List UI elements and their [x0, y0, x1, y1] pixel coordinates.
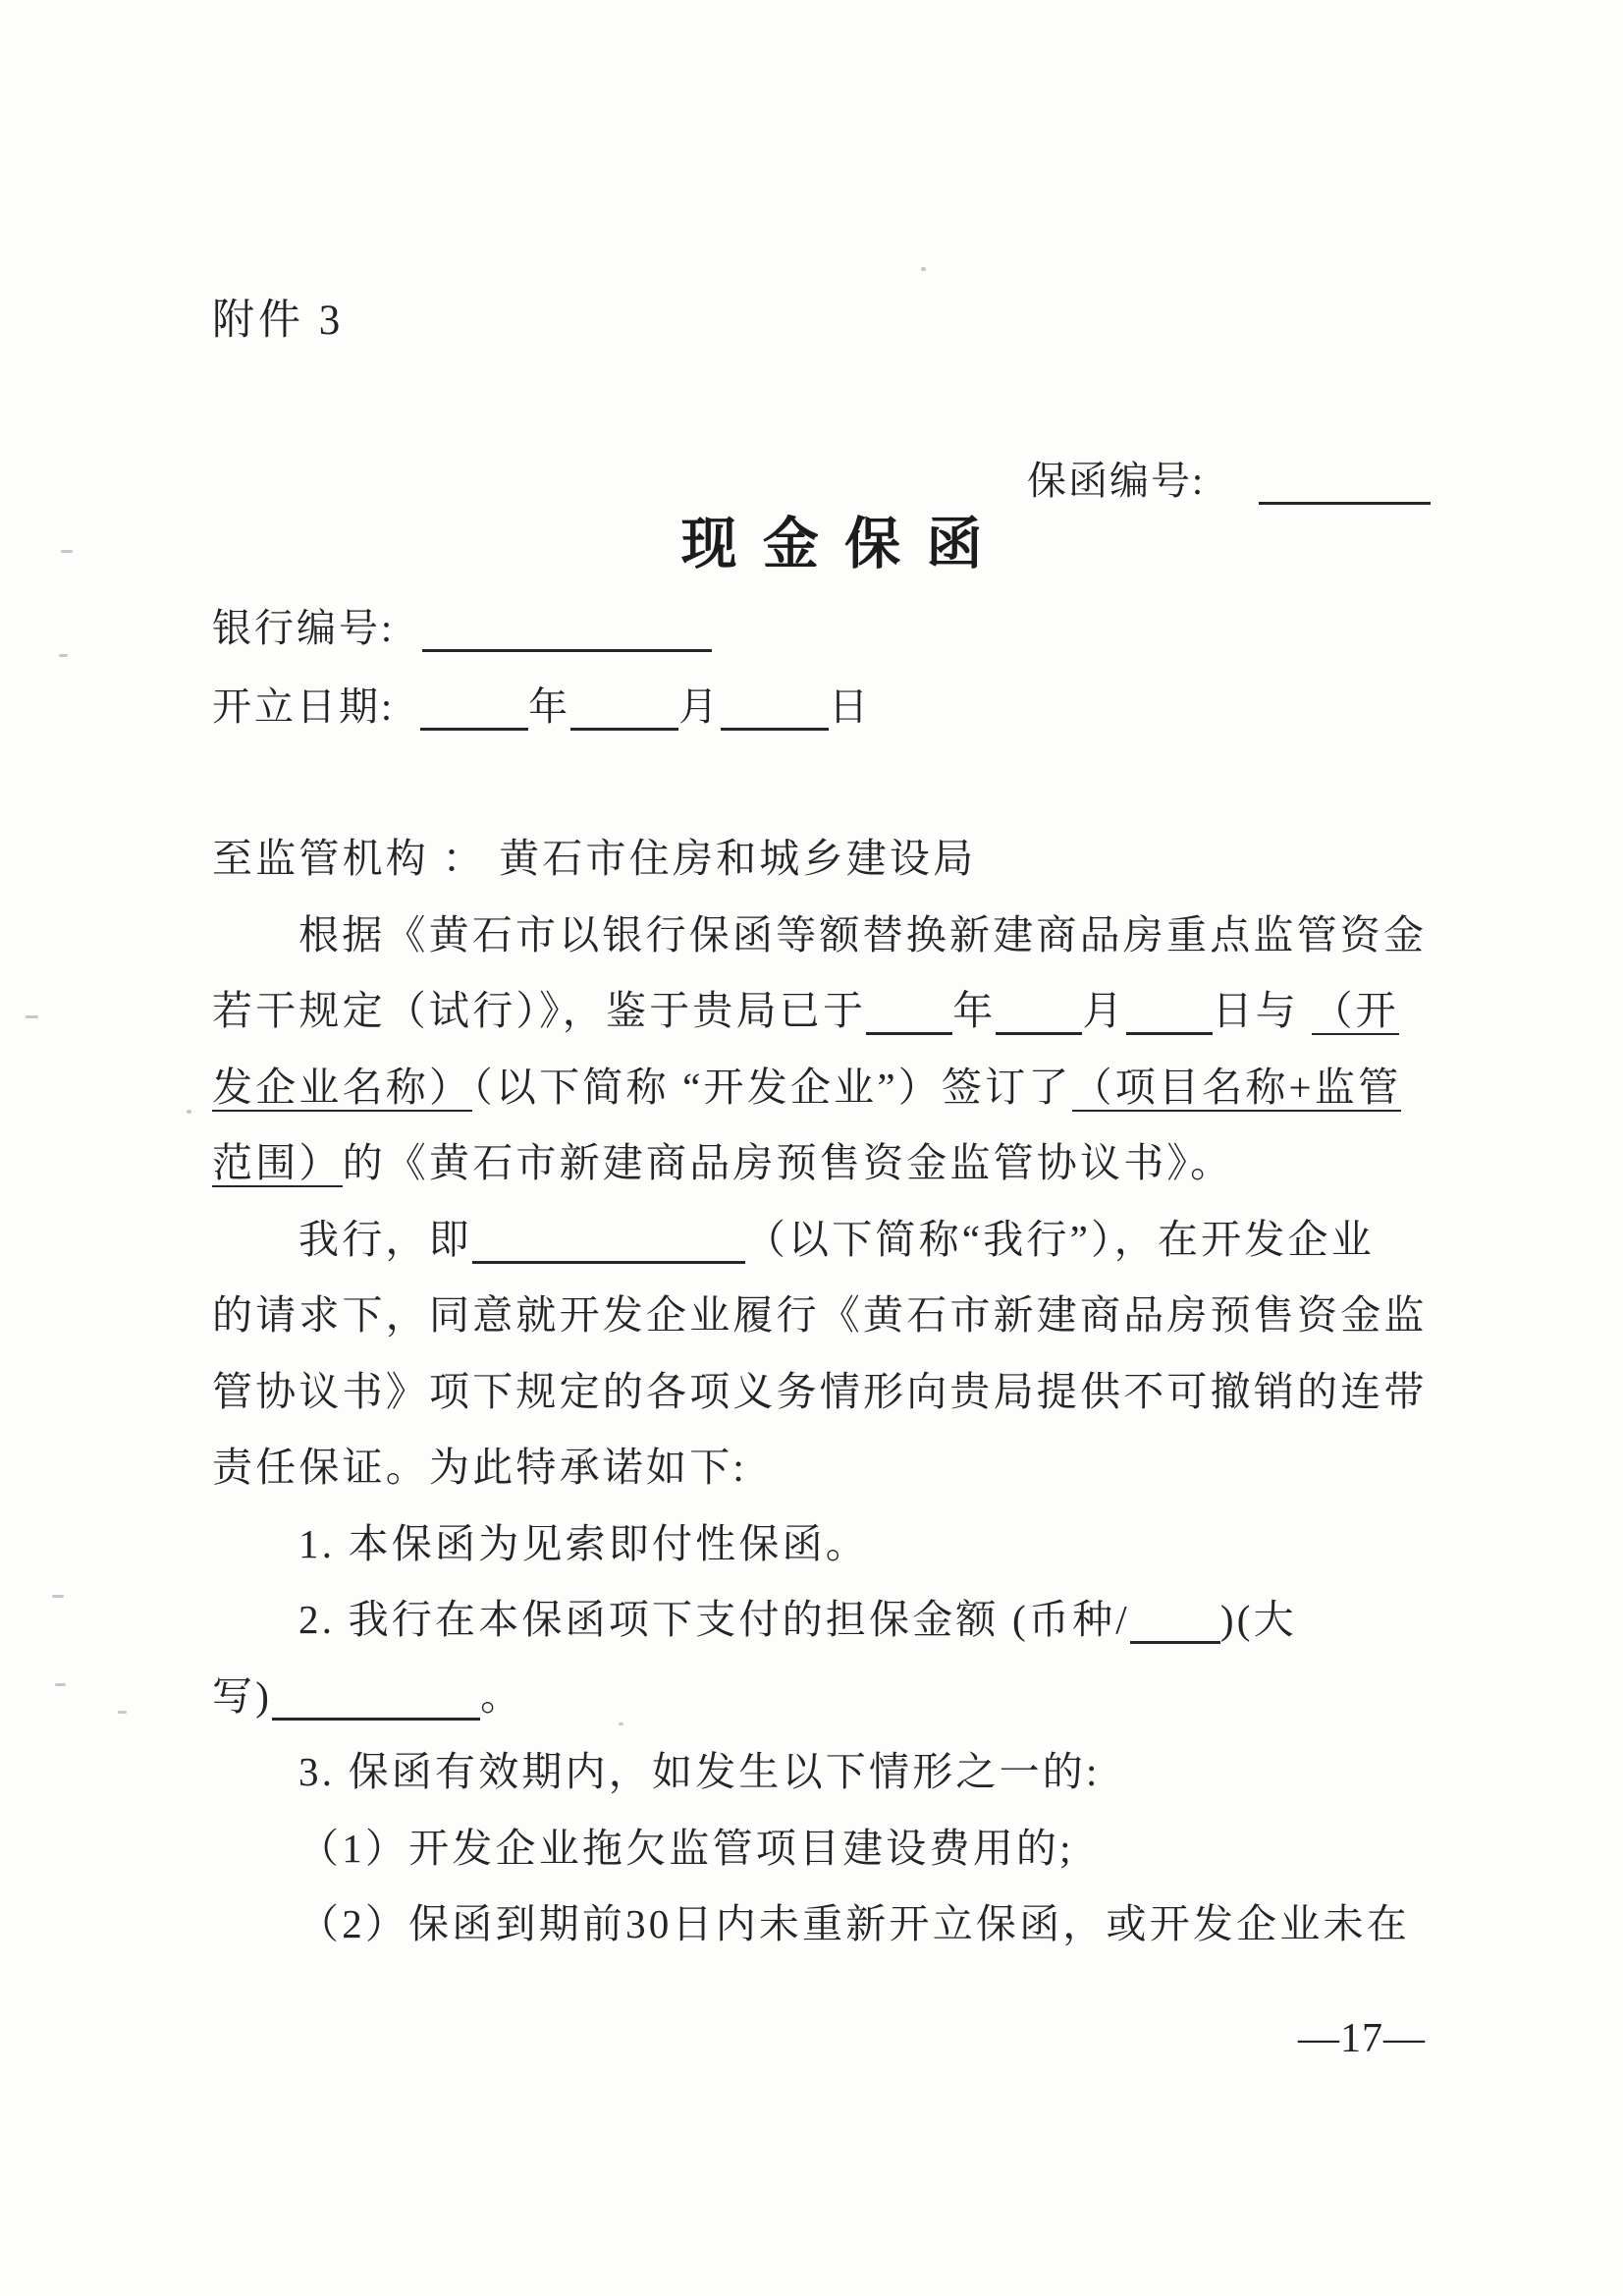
attachment-label: 附件 3 [212, 298, 345, 344]
paragraph-text: 的《黄石市新建商品房预售资金监管协议书》。 [342, 1140, 1234, 1185]
currency-blank [1130, 1637, 1220, 1644]
body-line [212, 973, 1451, 1050]
issue-date-row [212, 676, 871, 732]
paragraph-text: 年 [952, 988, 997, 1033]
date-day-blank [721, 724, 829, 731]
paragraph-text: （2）保函到期前30日内未重新开立保函，或开发企业未在 [298, 1901, 1410, 1946]
paragraph-text: )(大 [1219, 1597, 1297, 1642]
bank-name-blank [472, 1257, 745, 1264]
paragraph-text: （1）开发企业拖欠监管项目建设费用的; [298, 1825, 1074, 1871]
paragraph-text: 。 [480, 1672, 524, 1719]
scan-speck [55, 1683, 66, 1686]
project-name-underlined: 范围） [212, 1140, 343, 1185]
paragraph-text: 若干规定（试行）》，鉴于贵局已于 [212, 988, 867, 1033]
scan-speck [921, 267, 926, 271]
body-line [212, 898, 1451, 974]
date-day-suffix: 日 [829, 684, 872, 729]
issue-date-label: 开立日期: [212, 684, 396, 729]
body-line [212, 1430, 1451, 1506]
scan-speck [187, 1110, 191, 1114]
paragraph-text: 根据《黄石市以银行保函等额替换新建商品房重点监管资金 [298, 911, 1428, 957]
paragraph-text: 1. 本保函为见索即付性保函。 [298, 1520, 869, 1566]
list-item-1 [212, 1506, 1451, 1583]
scan-speck [118, 1711, 127, 1714]
amount-in-words-blank [272, 1714, 480, 1721]
sub-item-1 [212, 1811, 1451, 1887]
paragraph-text: 管协议书》项下规定的各项义务情形向贵局提供不可撤销的连带 [212, 1368, 1428, 1414]
date-year-suffix: 年 [528, 684, 571, 729]
sub-item-2 [212, 1886, 1451, 1963]
list-item-3 [212, 1734, 1451, 1811]
scan-speck [59, 654, 68, 657]
paragraph-text: 日与 [1212, 988, 1300, 1033]
body-line [212, 1278, 1451, 1354]
page-number: —17— [1298, 2016, 1426, 2061]
body-line [212, 1125, 1451, 1202]
paragraph-text: 3. 保函有效期内，如发生以下情形之一的: [298, 1749, 1101, 1794]
paragraph-text: 责任保证。为此特承诺如下: [212, 1445, 747, 1490]
guarantee-no-row [1027, 450, 1431, 506]
body-line [212, 1659, 1451, 1735]
paragraph-text: （以下简称“我行”），在开发企业 [744, 1216, 1375, 1262]
scan-speck [52, 1595, 64, 1598]
date-year-blank [420, 724, 528, 731]
bank-no-label: 银行编号: [212, 606, 396, 650]
agreement-year-blank [866, 1028, 952, 1035]
recipient-line [212, 821, 1451, 898]
list-item-2 [212, 1582, 1451, 1659]
project-name-underlined: （项目名称+监管 [1071, 1064, 1402, 1110]
scan-speck [26, 1015, 38, 1018]
document-body [212, 821, 1451, 1963]
body-line [212, 1202, 1451, 1279]
paragraph-text: 2. 我行在本保函项下支付的担保金额 (币种/ [298, 1597, 1130, 1642]
guarantee-no-label: 保函编号: [1027, 459, 1206, 503]
paragraph-text: （以下简称 “开发企业”）签订了 [472, 1064, 1072, 1110]
paragraph-text: 的请求下，同意就开发企业履行《黄石市新建商品房预售资金监 [212, 1292, 1428, 1338]
paragraph-text: 月 [1082, 988, 1126, 1033]
body-line [212, 1050, 1451, 1126]
body-line [212, 1354, 1451, 1431]
bank-no-blank [422, 645, 712, 652]
developer-name-underlined: （开 [1312, 988, 1399, 1033]
recipient-text: 至监管机构 ： 黄石市住房和城乡建设局 [212, 836, 977, 881]
bank-no-row [212, 597, 712, 653]
document-title: 现 金 保 函 [680, 514, 989, 575]
agreement-month-blank [996, 1028, 1082, 1035]
date-month-blank [570, 724, 678, 731]
paragraph-text: 我行，即 [298, 1216, 472, 1262]
date-month-suffix: 月 [678, 684, 722, 729]
agreement-day-blank [1126, 1028, 1213, 1035]
developer-name-underlined: 发企业名称） [212, 1064, 473, 1110]
paragraph-text: 写) [212, 1672, 273, 1719]
